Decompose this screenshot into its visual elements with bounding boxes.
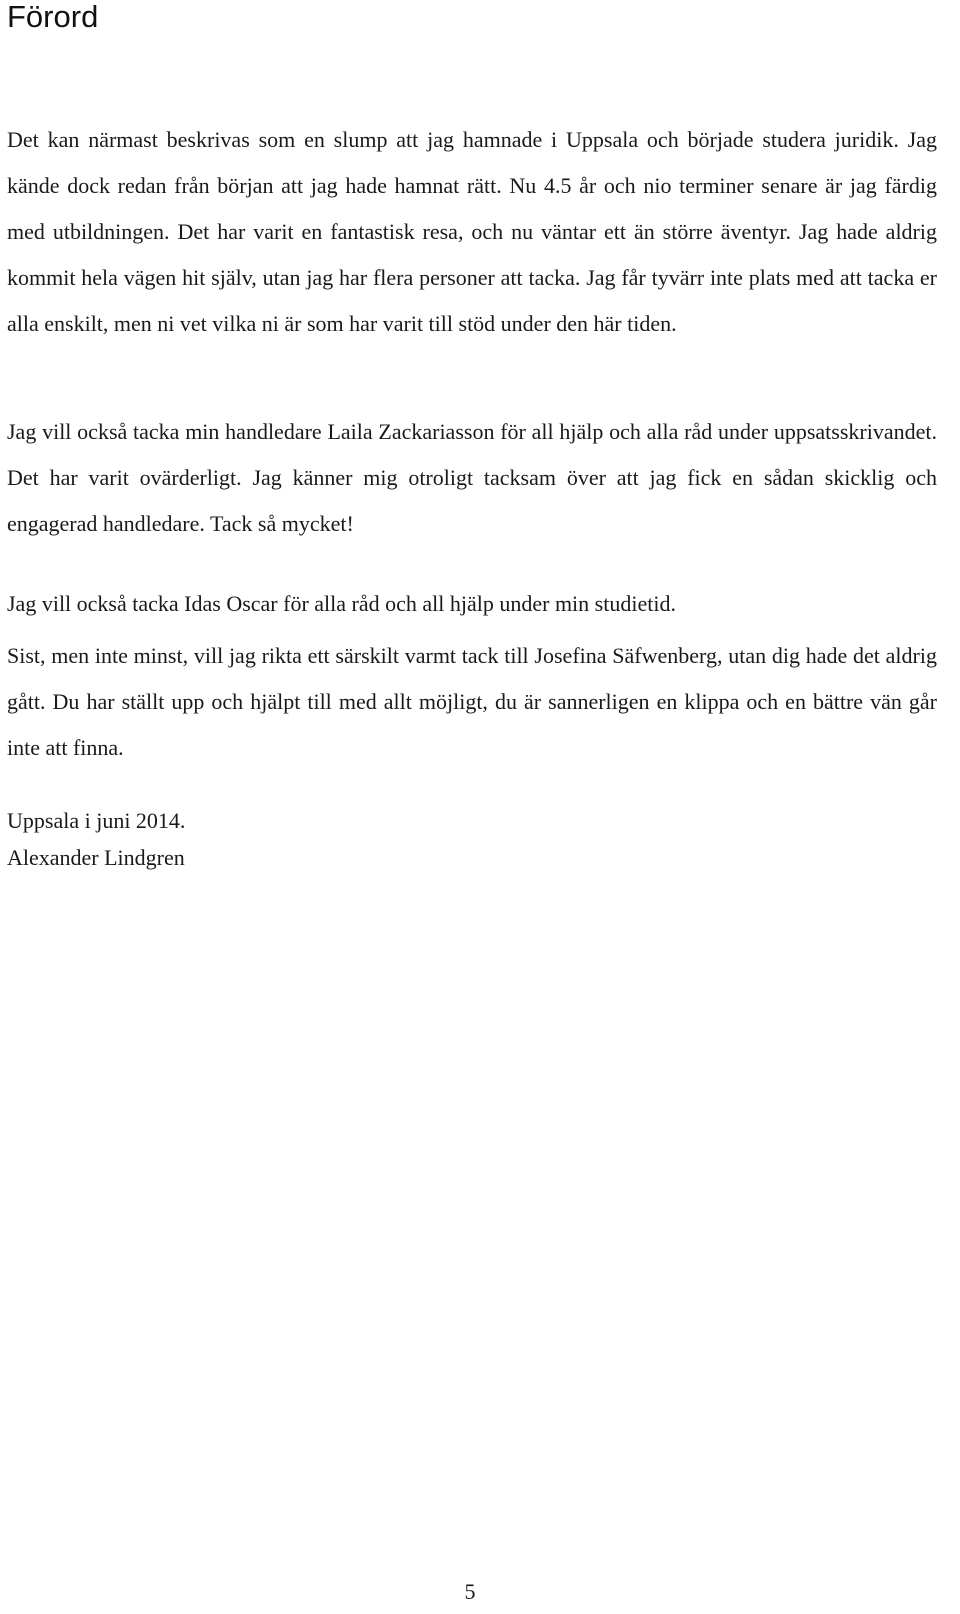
page-number: 5 — [464, 1579, 476, 1604]
page-title: Förord — [7, 0, 99, 34]
paragraph-oscar-thanks: Jag vill också tacka Idas Oscar för alla råd och all hjälp under min studietid. — [7, 591, 676, 616]
paragraph-intro: Det kan närmast beskrivas som en slump att jag hamnade i Uppsala och började studera juridik. Jag kände dock redan från början att jag hade hamnat rätt. Nu 4.5 år och nio terminer senare är jag färdig med utbildningen. Det har varit en fantastisk resa, och nu väntar ett än större äventyr. Jag hade aldrig kommit hela vägen hit själv, utan jag har flera personer att tacka. Jag får tyvärr inte plats med att tacka er alla enskilt, men ni vet vilka ni är som har varit till stöd under den här tiden. — [7, 127, 937, 336]
paragraph-final-thanks: Sist, men inte minst, vill jag rikta ett särskilt varmt tack till Josefina Säfwenberg, utan dig hade det aldrig gått. Du har ställt upp och hjälpt till med allt möjligt, du är sannerligen en klippa och en bättre vän går inte att finna. — [7, 643, 937, 760]
place-and-date: Uppsala i juni 2014. — [7, 808, 186, 833]
paragraph-supervisor-thanks: Jag vill också tacka min handledare Laila Zackariasson för all hjälp och alla råd under uppsatsskrivandet. Det har varit ovärderligt. Jag känner mig otroligt tacksam över att jag fick en sådan skicklig och engagerad handledare. Tack så mycket! — [7, 419, 937, 536]
author-signature: Alexander Lindgren — [7, 845, 185, 870]
